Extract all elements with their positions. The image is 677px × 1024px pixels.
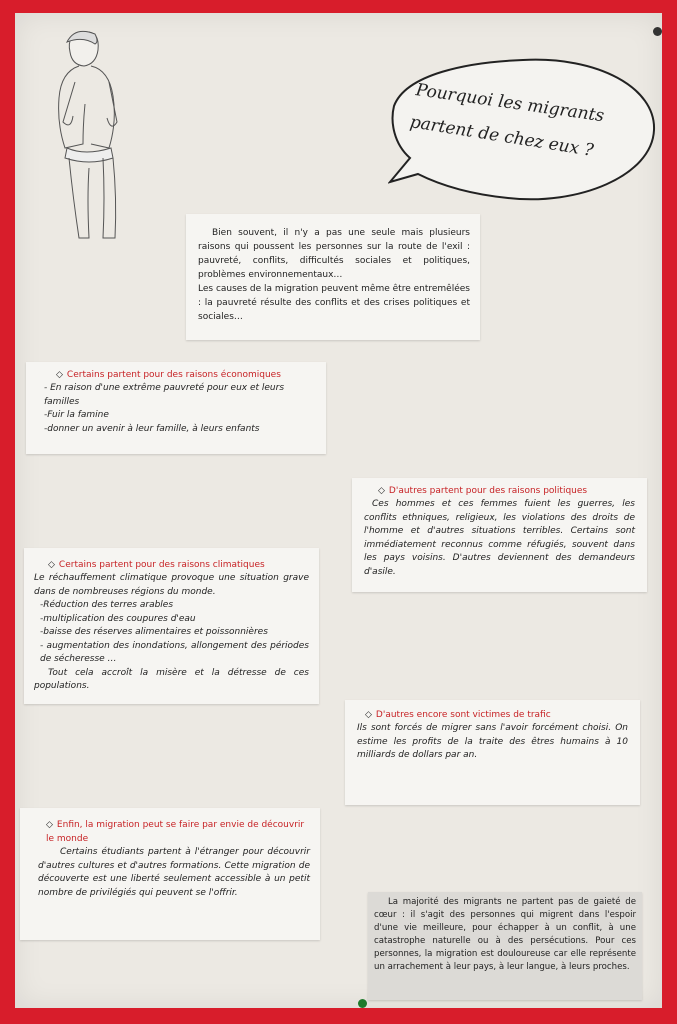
section-title: ◇ Certains partent pour des raisons climatiques: [48, 560, 265, 570]
section-title: ◇ Certains partent pour des raisons économiques: [56, 370, 281, 380]
diamond-bullet-icon: ◇: [365, 710, 372, 720]
section-title: ◇ D'autres encore sont victimes de trafic: [365, 710, 551, 720]
list-item: -Réduction des terres arables: [40, 600, 174, 610]
diamond-bullet-icon: ◇: [48, 560, 55, 570]
section-title: ◇ D'autres partent pour des raisons politiques: [378, 486, 588, 496]
list-item: -multiplication des coupures d'eau: [40, 613, 196, 624]
trafficking-card: [345, 700, 640, 805]
bubble-line-2: partent de chez eux ?: [408, 112, 595, 161]
climate-reasons-card: [24, 548, 319, 704]
intro-paragraph-1: Bien souvent, il n'y a pas une seule mais plusieurs raisons qui poussent les personnes sur la route de l'exil : pauvreté, conflits, difficultés sociales et politiques, problèmes environnementaux…: [198, 228, 470, 280]
list-item: - En raison d'une extrême pauvreté pour eux et leurs familles: [44, 383, 285, 407]
pushpin: [358, 999, 367, 1008]
section-outro: Tout cela accroît la misère et la détresse de ces populations.: [34, 667, 309, 691]
list-item: -baisse des réserves alimentaires et poissonnières: [40, 627, 268, 637]
reason-list: [44, 382, 316, 436]
section-body: Ils sont forcés de migrer sans l'avoir forcément choisi. On estime les profits de la traite des êtres humains à 10 milliards de dollars par an.: [357, 723, 628, 760]
section-title: ◇ Enfin, la migration peut se faire par envie de découvrir le monde: [46, 820, 305, 844]
reason-list: [34, 599, 309, 667]
section-intro: Le réchauffement climatique provoque une situation grave dans de nombreuses régions du monde.: [34, 573, 309, 597]
person-illustration: [45, 22, 155, 242]
political-reasons-card: [352, 478, 647, 592]
diamond-bullet-icon: ◇: [378, 486, 385, 496]
list-item: -Fuir la famine: [44, 410, 109, 420]
list-item: -donner un avenir à leur famille, à leurs enfants: [44, 423, 260, 434]
list-item: - augmentation des inondations, allongement des périodes de sécheresse …: [40, 640, 309, 664]
intro-paragraph-2: Les causes de la migration peuvent même être entremêlées : la pauvreté résulte des conflits et des crises politiques et sociales…: [198, 284, 470, 322]
discovery-card: [20, 808, 320, 940]
diamond-bullet-icon: ◇: [46, 820, 53, 830]
bubble-line-1: Pourquoi les migrants: [414, 80, 606, 127]
conclusion-text: La majorité des migrants ne partent pas de gaieté de cœur : il s'agit des personnes qui migrent dans l'espoir d'une vie meilleure, pour échapper à un conflit, à une catastrophe naturelle ou à des persécutions. Pour ces personnes, la migration est douloureuse car elle représente un arrachement à leur pays, à leur langue, à leurs proches.: [374, 897, 636, 972]
intro-card: [186, 214, 480, 340]
conclusion-card: [368, 892, 642, 1000]
section-body: Certains étudiants partent à l'étranger pour découvrir d'autres cultures et d'autres formations. Cette migration de découverte est une liberté seulement accessible à un petit nombre de privilégiés qui peuvent se l'offrir.: [38, 847, 310, 898]
section-body: Ces hommes et ces femmes fuient les guerres, les conflits ethniques, religieux, les violations des droits de l'homme et d'autres situations terribles. Certains sont immédiatement reconnus comme réfugiés, souvent dans les pays voisins. D'autres deviennent des demandeurs d'asile.: [364, 499, 635, 577]
question-speech-bubble: [388, 48, 658, 208]
economic-reasons-card: [26, 362, 326, 454]
diamond-bullet-icon: ◇: [56, 370, 63, 380]
pushpin: [653, 27, 662, 36]
